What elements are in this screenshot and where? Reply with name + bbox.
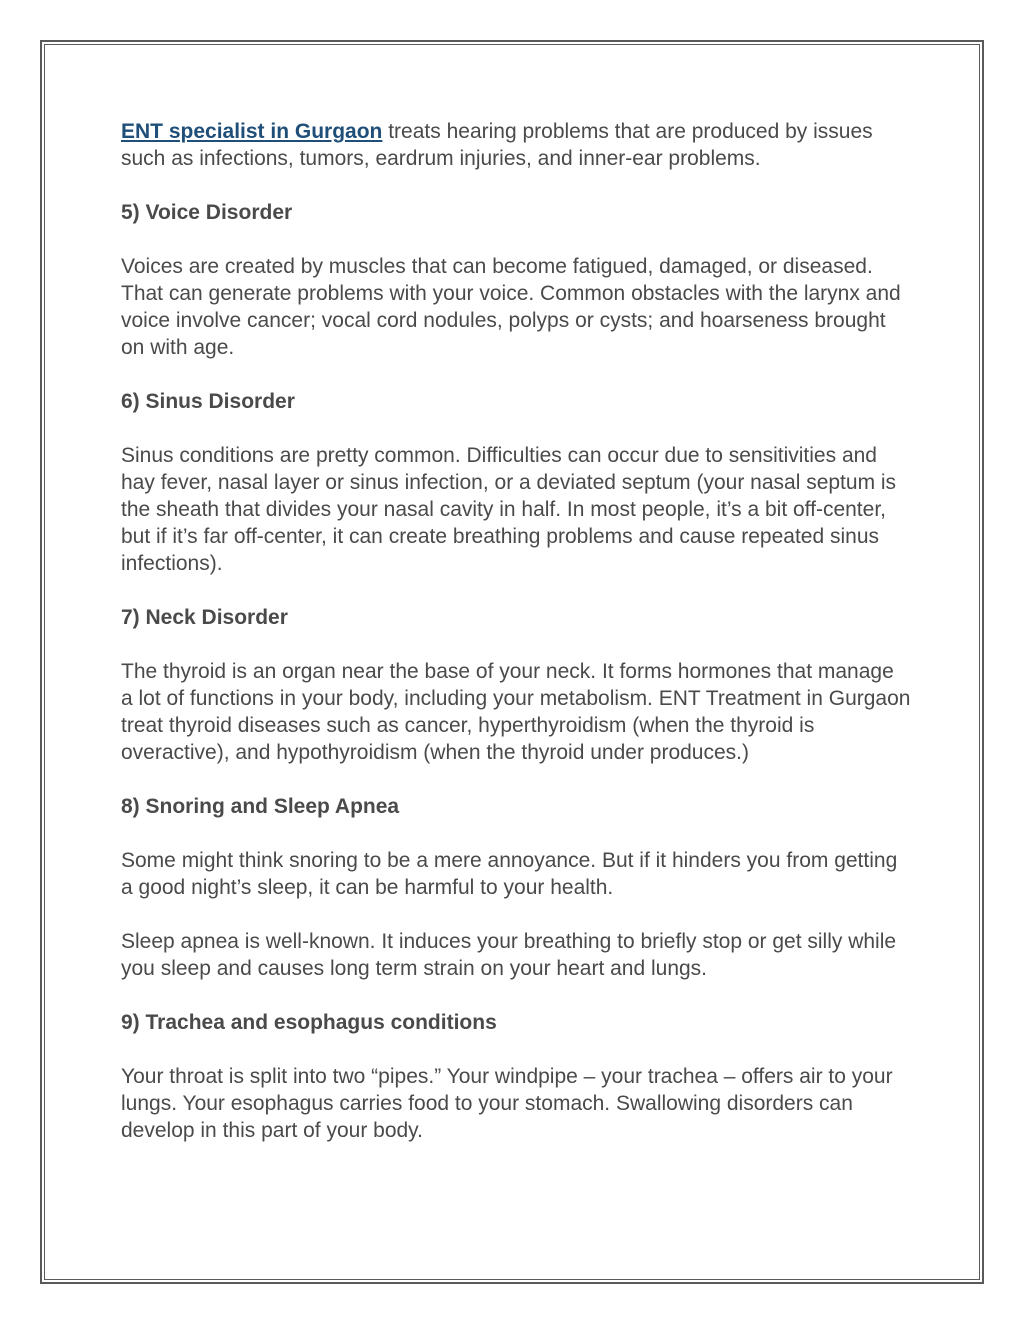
section-sinus-disorder <box>121 388 911 577</box>
intro-paragraph <box>121 118 911 172</box>
section-heading: 7) Neck Disorder <box>121 606 288 629</box>
section-paragraph: Some might think snoring to be a mere annoyance. But if it hinders you from getting a good night’s sleep, it can be harmful to your health. <box>121 849 898 899</box>
section-paragraph: Sleep apnea is well-known. It induces your breathing to briefly stop or get silly while you sleep and causes long term strain on your heart and lungs. <box>121 930 897 980</box>
section-heading: 9) Trachea and esophagus conditions <box>121 1011 497 1034</box>
section-paragraph: Your throat is split into two “pipes.” Your windpipe – your trachea – offers air to your lungs. Your esophagus carries food to your stomach. Swallowing disorders can develop in this part of your body. <box>121 1065 893 1142</box>
section-heading: 8) Snoring and Sleep Apnea <box>121 795 400 818</box>
section-paragraph: The thyroid is an organ near the base of your neck. It forms hormones that manage a lot of functions in your body, including your metabolism. ENT Treatment in Gurgaon treat thyroid diseases such as cancer, hyperthyroidism (when the thyroid is overactive), and hypothyroidism (when the thyroid under produces.) <box>121 660 911 764</box>
section-neck-disorder <box>121 604 911 766</box>
section-heading: 6) Sinus Disorder <box>121 390 295 413</box>
section-heading: 5) Voice Disorder <box>121 201 293 224</box>
section-paragraph: Sinus conditions are pretty common. Difficulties can occur due to sensitivities and hay fever, nasal layer or sinus infection, or a deviated septum (your nasal septum is the sheath that divides your nasal cavity in half. In most people, it’s a bit off-center, but if it’s far off-center, it can create breathing problems and cause repeated sinus infections). <box>121 444 897 575</box>
intro-text: treats hearing problems that are produced by issues such as infections, tumors, eardrum injuries, and inner-ear problems. <box>121 120 873 170</box>
section-paragraph: Voices are created by muscles that can become fatigued, damaged, or diseased. That can generate problems with your voice. Common obstacles with the larynx and voice involve cancer; vocal cord nodules, polyps or cysts; and hoarseness brought on with age. <box>121 255 901 359</box>
section-trachea-esophagus <box>121 1009 911 1144</box>
section-snoring-sleep-apnea <box>121 793 911 982</box>
document-content <box>121 118 911 1171</box>
section-voice-disorder <box>121 199 911 361</box>
ent-specialist-link[interactable]: ENT specialist in Gurgaon <box>121 120 383 143</box>
